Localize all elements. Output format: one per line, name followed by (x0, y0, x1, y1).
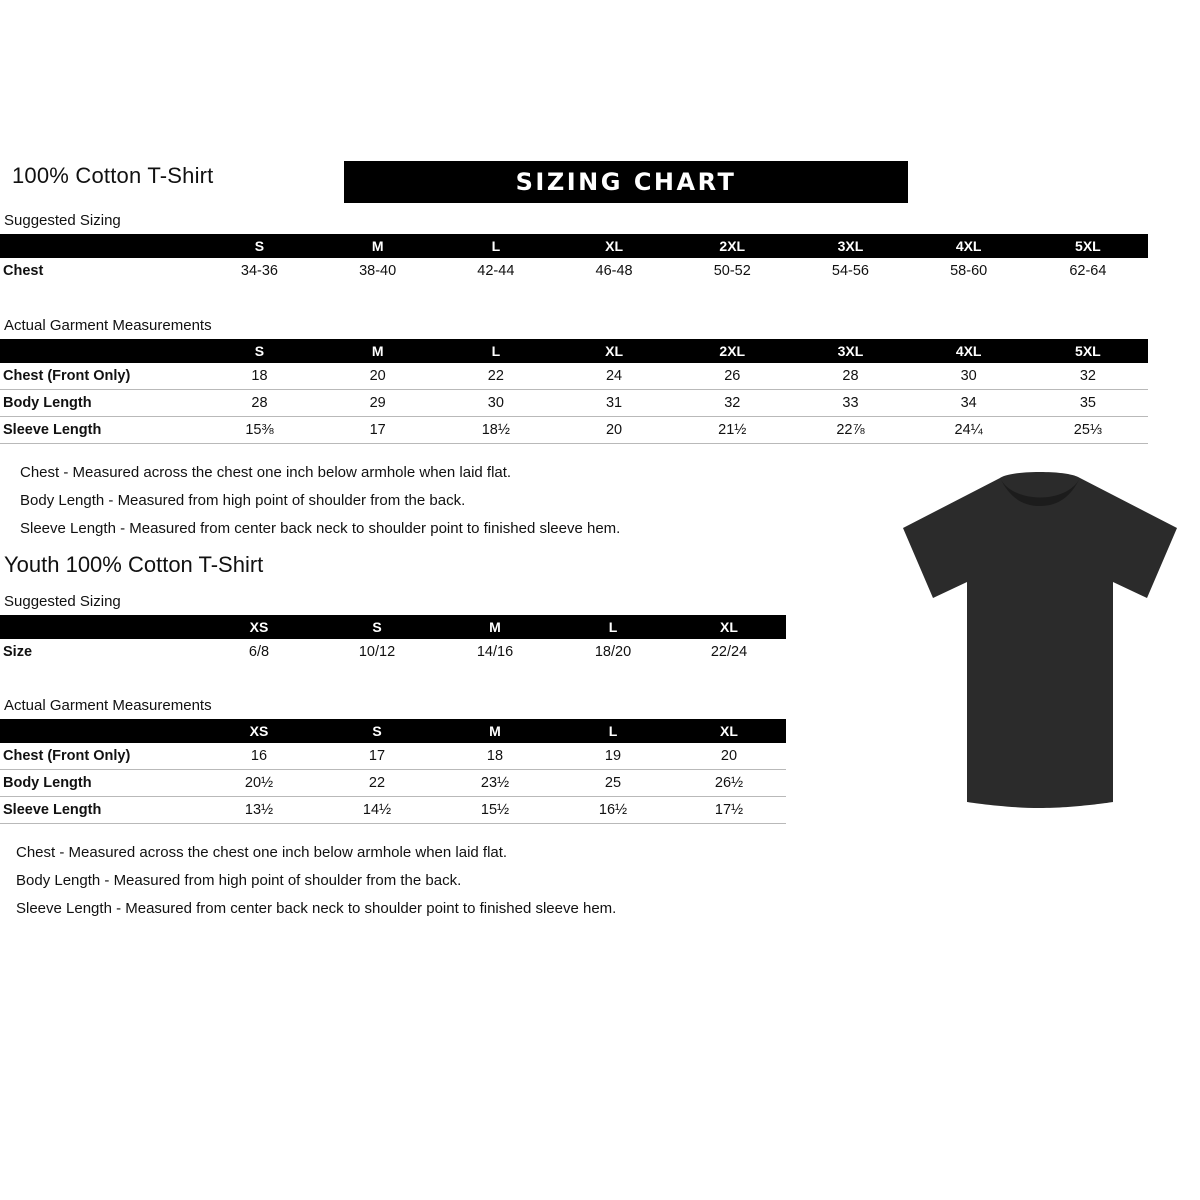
row-label: Sleeve Length (0, 797, 200, 824)
cell: 14½ (318, 797, 436, 824)
table-row (0, 417, 1148, 444)
table-row (0, 390, 1148, 417)
cell: 26½ (672, 770, 786, 797)
cell: 28 (791, 363, 909, 390)
col-header: M (436, 719, 554, 743)
col-header: M (319, 234, 437, 258)
youth-section-title: Youth 100% Cotton T-Shirt (4, 552, 264, 577)
youth-suggested-sizing-table (0, 615, 786, 665)
cell: 21½ (673, 417, 791, 444)
col-header: 4XL (910, 234, 1028, 258)
cell: 32 (673, 390, 791, 417)
cell: 26 (673, 363, 791, 390)
adult-note-body-length: Body Length - Measured from high point of shoulder from the back. (20, 492, 466, 509)
row-label: Chest (Front Only) (0, 743, 200, 770)
col-header (0, 234, 200, 258)
youth-note-chest: Chest - Measured across the chest one inch below armhole when laid flat. (16, 844, 508, 861)
cell: 14/16 (476, 644, 514, 660)
row-label: Sleeve Length (0, 417, 200, 444)
col-header: XL (672, 719, 786, 743)
cell: 33 (791, 390, 909, 417)
table-header-row (0, 234, 1148, 258)
cell: 22 (318, 770, 436, 797)
cell: 22⅞ (791, 417, 909, 444)
row-label: Body Length (0, 770, 200, 797)
col-header (0, 615, 200, 639)
cell: 15½ (436, 797, 554, 824)
cell: 13½ (200, 797, 318, 824)
cell: 17 (318, 743, 436, 770)
adult-note-chest: Chest - Measured across the chest one inch below armhole when laid flat. (20, 464, 512, 481)
col-header: 3XL (791, 234, 909, 258)
col-header: S (318, 615, 436, 639)
cell: 34 (910, 390, 1028, 417)
col-header: 5XL (1028, 339, 1148, 363)
table-row (0, 743, 786, 770)
col-header: XL (555, 234, 673, 258)
col-header: L (437, 339, 555, 363)
sizing-chart-banner (344, 161, 908, 203)
col-header: 3XL (791, 339, 909, 363)
cell: 58-60 (950, 263, 988, 279)
cell: 19 (554, 743, 672, 770)
col-header: 5XL (1028, 234, 1148, 258)
cell: 20 (319, 363, 437, 390)
row-label: Size (3, 644, 33, 660)
cell: 16 (200, 743, 318, 770)
cell: 28 (200, 390, 318, 417)
col-header: M (436, 615, 554, 639)
cell: 22 (437, 363, 555, 390)
col-header: L (554, 615, 672, 639)
col-header: 4XL (910, 339, 1028, 363)
col-header: S (200, 339, 318, 363)
col-header: S (318, 719, 436, 743)
youth-actual-measurements-label: Actual Garment Measurements (4, 697, 212, 714)
sizing-chart-banner-label: SIZING CHART (515, 168, 737, 196)
cell: 20 (555, 417, 673, 444)
adult-note-sleeve-length: Sleeve Length - Measured from center back neck to shoulder point to finished sleeve hem. (20, 520, 621, 537)
cell: 25⅓ (1028, 417, 1148, 444)
cell: 20½ (200, 770, 318, 797)
cell: 35 (1028, 390, 1148, 417)
cell: 23½ (436, 770, 554, 797)
cell: 15⅜ (200, 417, 318, 444)
col-header: XS (200, 719, 318, 743)
youth-actual-measurements-table (0, 719, 786, 824)
col-header (0, 339, 200, 363)
col-header: L (554, 719, 672, 743)
table-row (0, 639, 786, 665)
cell: 32 (1028, 363, 1148, 390)
col-header: XS (200, 615, 318, 639)
table-row (0, 363, 1148, 390)
cell: 18 (436, 743, 554, 770)
tshirt-illustration (895, 470, 1185, 810)
table-row (0, 797, 786, 824)
cell: 18 (200, 363, 318, 390)
row-label: Chest (Front Only) (0, 363, 200, 390)
cell: 17 (319, 417, 437, 444)
cell: 18½ (437, 417, 555, 444)
cell: 25 (554, 770, 672, 797)
cell: 29 (319, 390, 437, 417)
cell: 54-56 (831, 263, 869, 279)
table-row (0, 770, 786, 797)
cell: 42-44 (477, 263, 515, 279)
table-header-row (0, 615, 786, 639)
cell: 46-48 (595, 263, 633, 279)
adult-actual-measurements-table (0, 339, 1148, 444)
header-row (8, 163, 908, 203)
cell: 34-36 (240, 263, 278, 279)
adult-suggested-sizing-label: Suggested Sizing (4, 212, 121, 229)
cell: 22/24 (710, 644, 748, 660)
cell: 16½ (554, 797, 672, 824)
cell: 24 (555, 363, 673, 390)
table-header-row (0, 719, 786, 743)
col-header: XL (672, 615, 786, 639)
cell: 38-40 (359, 263, 397, 279)
table-row (0, 258, 1148, 284)
youth-suggested-sizing-label: Suggested Sizing (4, 593, 121, 610)
cell: 17½ (672, 797, 786, 824)
cell: 30 (910, 363, 1028, 390)
adult-actual-measurements-label: Actual Garment Measurements (4, 317, 212, 334)
cell: 30 (437, 390, 555, 417)
cell: 50-52 (713, 263, 751, 279)
cell: 6/8 (248, 644, 270, 660)
youth-note-body-length: Body Length - Measured from high point of shoulder from the back. (16, 872, 462, 889)
col-header: S (200, 234, 318, 258)
col-header: M (319, 339, 437, 363)
cell: 31 (555, 390, 673, 417)
cell: 20 (672, 743, 786, 770)
col-header: 2XL (673, 234, 791, 258)
col-header (0, 719, 200, 743)
col-header: XL (555, 339, 673, 363)
cell: 62-64 (1069, 263, 1107, 279)
row-label: Body Length (0, 390, 200, 417)
page-title: 100% Cotton T-Shirt (12, 163, 214, 188)
table-header-row (0, 339, 1148, 363)
tshirt-icon (895, 470, 1185, 810)
youth-note-sleeve-length: Sleeve Length - Measured from center back neck to shoulder point to finished sleeve hem. (16, 900, 617, 917)
adult-suggested-sizing-table (0, 234, 1148, 284)
col-header: L (437, 234, 555, 258)
col-header: 2XL (673, 339, 791, 363)
row-label: Chest (3, 263, 44, 279)
cell: 18/20 (594, 644, 632, 660)
cell: 10/12 (358, 644, 396, 660)
cell: 24¼ (910, 417, 1028, 444)
